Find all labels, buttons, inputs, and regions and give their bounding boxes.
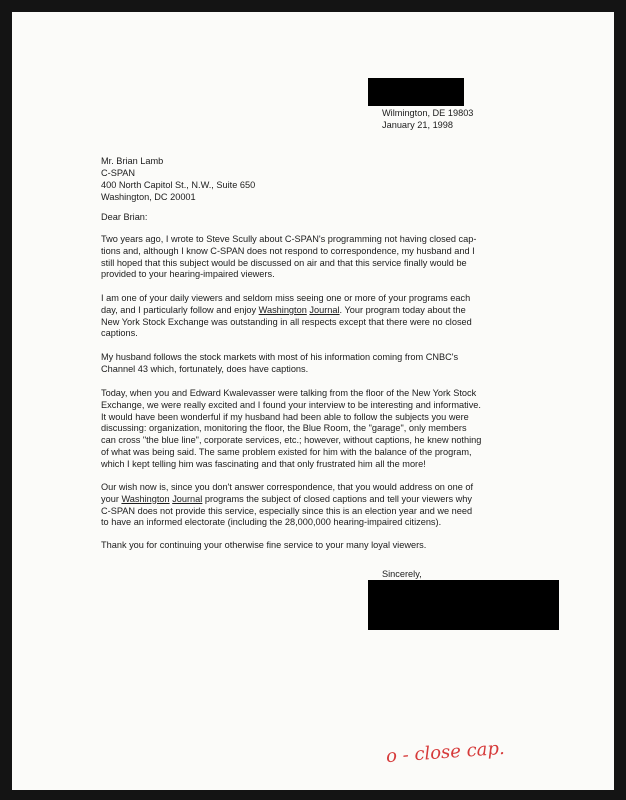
closing: Sincerely, (382, 569, 422, 579)
text-line: captions. (101, 328, 138, 339)
paragraph-2 (101, 293, 541, 340)
paragraph-6 (101, 540, 541, 552)
letter-date: January 21, 1998 (382, 120, 454, 130)
text-line: Today, when you and Edward Kwalevasser were talking from the floor of the New York Stock (101, 388, 477, 398)
text-line: Two years ago, I wrote to Steve Scully about C-SPAN's programming not having closed cap- (101, 234, 477, 244)
text-line: C-SPAN does not provide this service, especially since this is an election year and we need (101, 505, 473, 516)
paragraph-5 (101, 482, 541, 529)
text-line: New York Stock Exchange was outstanding in all respects except that there were no closed (101, 316, 472, 327)
text-fragment: . Your program today about the (339, 304, 466, 315)
paragraph-4 (101, 388, 541, 471)
handwritten-note: o - close cap. (385, 737, 506, 768)
program-title: Washington (258, 304, 307, 315)
paragraph-3 (101, 352, 541, 376)
text-line (101, 305, 541, 317)
text-line: Thank you for continuing your otherwise fine service to your many loyal viewers. (101, 540, 427, 550)
paragraph-1 (101, 234, 541, 281)
text-line: provided to your hearing-impaired viewers. (101, 269, 275, 280)
text-line: which I kept telling him was fascinating and that only frustrated him all the more! (101, 458, 426, 469)
program-title: Journal (309, 304, 340, 315)
recipient-city: Washington, DC 20001 (101, 192, 196, 202)
text-line: to have an informed electorate (including the 28,000,000 hearing-impaired citizens). (101, 517, 442, 528)
text-line: still hoped that this subject would be discussed on air and that this service finally would be (101, 257, 467, 268)
text-fragment: day, and I particularly follow and enjoy (101, 304, 259, 315)
text-line: I am one of your daily viewers and seldom miss seeing one or more of your programs each (101, 293, 471, 303)
recipient-street: 400 North Capitol St., N.W., Suite 650 (101, 180, 256, 190)
text-line: Exchange, we were really excited and I found your interview to be interesting and informative. (101, 399, 481, 410)
program-title: Journal (172, 493, 203, 504)
text-line: tions and, although I know C-SPAN does not respond to correspondence, my husband and I (101, 245, 475, 256)
text-fragment: your (101, 493, 122, 504)
text-line: Channel 43 which, fortunately, does have captions. (101, 363, 309, 374)
redacted-signature (368, 580, 559, 630)
text-line: My husband follows the stock markets with most of his information coming from CNBC's (101, 352, 459, 362)
salutation: Dear Brian: (101, 212, 148, 222)
program-title: Washington (121, 493, 170, 504)
text-line: discussing: organization, monitoring the floor, the Blue Room, the "garage", only members (101, 423, 467, 434)
redacted-sender-name (368, 78, 464, 106)
text-line: can cross "the blue line", corporate services, etc.; however, without captions, he knew nothing (101, 435, 482, 446)
text-fragment: programs the subject of closed captions and tell your viewers why (202, 493, 472, 504)
recipient-name: Mr. Brian Lamb (101, 156, 164, 166)
recipient-org: C-SPAN (101, 168, 136, 178)
sender-city: Wilmington, DE 19803 (382, 108, 474, 118)
letter-page (12, 12, 614, 790)
text-line (101, 494, 541, 506)
text-line: It would have been wonderful if my husband had been able to follow the subjects you were (101, 411, 469, 422)
text-line: of what was being said. The same problem existed for him with the balance of the program, (101, 446, 472, 457)
text-line: Our wish now is, since you don't answer correspondence, that you would address on one of (101, 482, 474, 492)
